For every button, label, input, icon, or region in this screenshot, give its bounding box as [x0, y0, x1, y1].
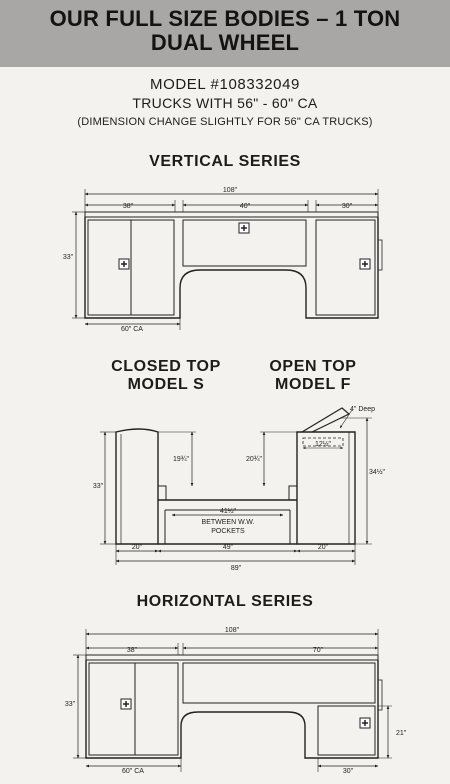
dim-opening: 12½": [314, 441, 332, 448]
dim-height-overall: 33": [92, 483, 104, 490]
dim-left-h: 38": [126, 647, 138, 654]
dim-ca-h: 60" CA: [122, 768, 144, 775]
vertical-series-latches: [119, 223, 370, 269]
dim-inner: 49": [222, 544, 234, 551]
open-top-model: MODEL F: [275, 376, 351, 393]
dim-ca: 60" CA: [121, 326, 143, 333]
horizontal-series-heading: HORIZONTAL SERIES: [136, 593, 314, 610]
closed-top-title: CLOSED TOP: [111, 358, 221, 375]
dim-bottom-right: 30": [342, 768, 354, 775]
dim-height: 33": [62, 254, 74, 261]
dim-height-open: 34½": [368, 469, 386, 476]
dim-overall-h: 108": [224, 627, 240, 634]
dim-right: 30": [341, 203, 353, 210]
dimension-note: (DIMENSION CHANGE SLIGHTLY FOR 56" CA TRUCKS): [77, 116, 373, 128]
open-top-title: OPEN TOP: [269, 358, 357, 375]
dim-left-base: 20": [131, 544, 143, 551]
dim-left: 38": [122, 203, 134, 210]
deep-label: 4" Deep: [350, 406, 376, 413]
latch-icon: [121, 699, 131, 709]
vertical-series-heading: VERTICAL SERIES: [149, 153, 301, 170]
dim-height-right: 20¾": [245, 456, 263, 463]
closed-top-model: MODEL S: [127, 376, 205, 393]
title-line-1: OUR FULL SIZE BODIES – 1 TON: [49, 6, 401, 31]
latch-icon: [360, 259, 370, 269]
truck-spec: TRUCKS WITH 56" - 60" CA: [132, 95, 318, 111]
dim-between: 41½": [219, 508, 237, 515]
dim-height-h: 33": [64, 701, 76, 708]
between-line-2: POCKETS: [211, 528, 245, 535]
dim-height-left: 19¾": [172, 456, 190, 463]
between-line-1: BETWEEN W.W.: [201, 519, 255, 526]
latch-icon: [119, 259, 129, 269]
dim-right-h: 70": [312, 647, 324, 654]
model-number: MODEL #108332049: [150, 76, 300, 93]
title-line-2: DUAL WHEEL: [150, 30, 300, 55]
dim-center: 40": [239, 203, 251, 210]
dim-right-height: 21": [396, 730, 407, 737]
dim-overall: 108": [222, 187, 238, 194]
latch-icon: [239, 223, 249, 233]
section-view-drawing: [100, 408, 372, 565]
dim-right-base: 20": [317, 544, 329, 551]
dim-overall-section: 89": [230, 565, 242, 572]
latch-icon: [360, 718, 370, 728]
